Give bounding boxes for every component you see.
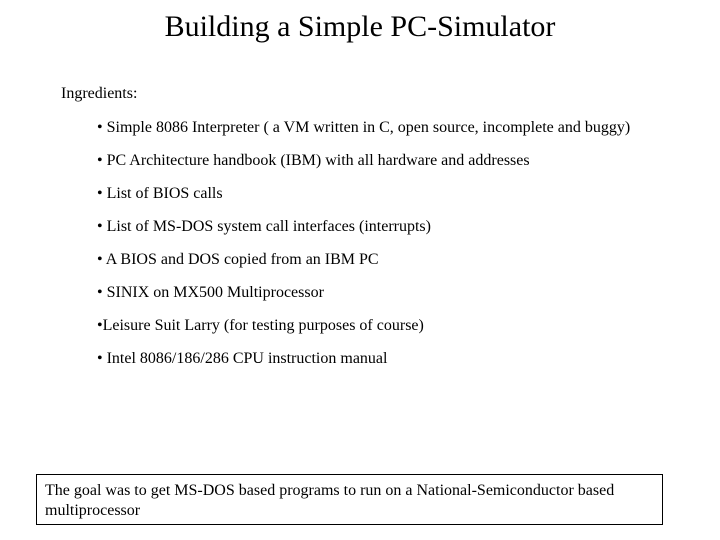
goal-text: The goal was to get MS-DOS based programs to run on a National-Semiconductor based multiprocessor — [45, 482, 615, 519]
ingredient-item: •Leisure Suit Larry (for testing purposes of course) — [97, 317, 424, 334]
ingredient-item: • Intel 8086/186/286 CPU instruction manual — [97, 350, 388, 367]
ingredient-item: • A BIOS and DOS copied from an IBM PC — [97, 251, 379, 268]
ingredients-heading: Ingredients: — [61, 85, 138, 102]
ingredient-item: • List of MS-DOS system call interfaces (interrupts) — [97, 218, 431, 235]
ingredient-item: • List of BIOS calls — [97, 185, 223, 202]
ingredient-item: • SINIX on MX500 Multiprocessor — [97, 284, 324, 301]
ingredient-list — [97, 117, 667, 381]
ingredient-item: • Simple 8086 Interpreter ( a VM written in C, open source, incomplete and buggy) — [97, 119, 631, 136]
ingredient-item: • PC Architecture handbook (IBM) with all hardware and addresses — [97, 152, 530, 169]
goal-callout-box — [36, 474, 663, 525]
slide-title: Building a Simple PC-Simulator — [164, 10, 556, 43]
